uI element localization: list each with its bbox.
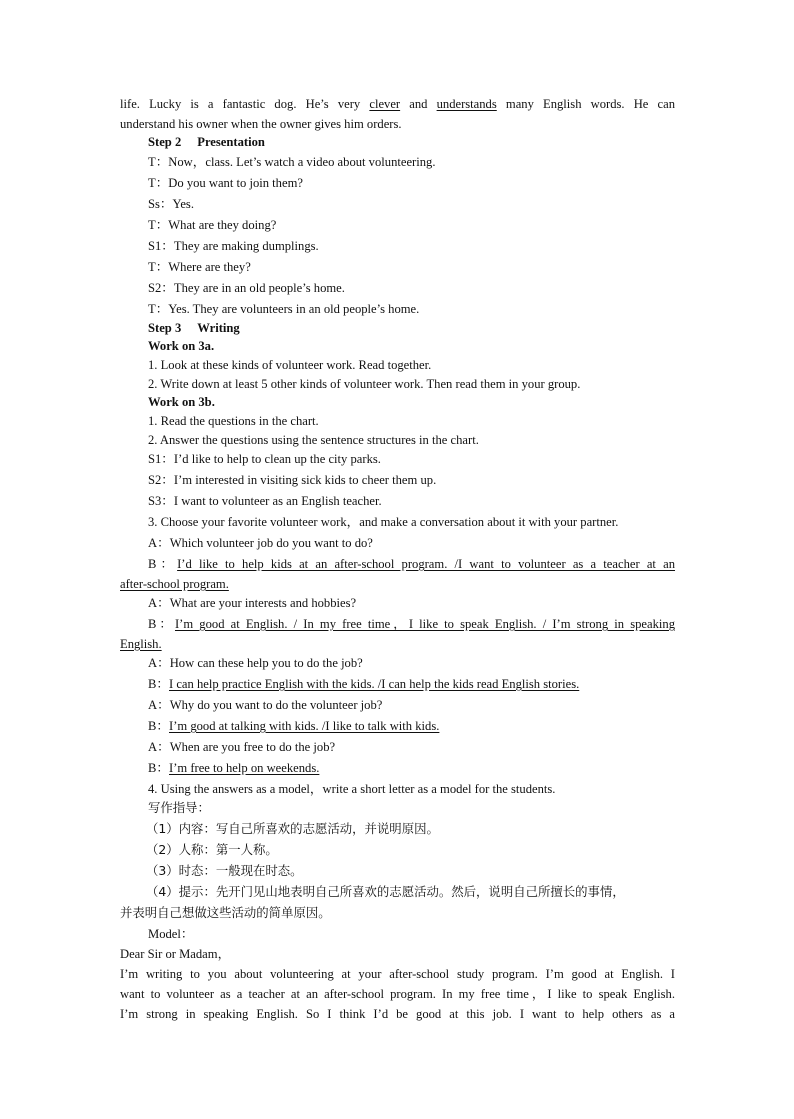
answer-text: I’m good at English. / In my free time，I like to speak English. / I’m strong in speaking xyxy=(174,617,675,631)
dialog-line: T：Now，class. Let’s watch a video about volunteering. xyxy=(148,155,436,169)
student-answer: S2：I’m interested in visiting sick kids to cheer them up. xyxy=(148,473,437,487)
intro-text: and xyxy=(400,97,437,111)
letter-line: I’m writing to you about volunteering at your after-school study program. I’m good at English. I xyxy=(120,967,675,981)
dialog-line: Ss：Yes. xyxy=(148,197,194,211)
answer-text: I’d like to help kids at an after-school program. /I want to volunteer as a teacher at an xyxy=(177,557,676,571)
conversation-question: A：When are you free to do the job? xyxy=(148,740,336,754)
instruction-item: 1. Read the questions in the chart. xyxy=(148,414,319,428)
dialog-line: T：Yes. They are volunteers in an old people’s home. xyxy=(148,302,420,316)
step3-title: Writing xyxy=(197,321,240,335)
answer-text: I’m good at talking with kids. /I like to talk with kids. xyxy=(169,719,440,733)
guide-point: （3）时态：一般现在时态。 xyxy=(146,863,303,878)
letter-line: want to volunteer as a teacher at an after-school program. In my free time，I like to speak English. xyxy=(120,987,675,1001)
student-answer: S1：I’d like to help to clean up the city parks. xyxy=(148,452,381,466)
answer-text: I can help practice English with the kids. /I can help the kids read English stories. xyxy=(169,677,580,691)
conversation-question: A：Why do you want to do the volunteer job? xyxy=(148,698,383,712)
intro-line-1 xyxy=(120,96,675,112)
intro-line-2: understand his owner when the owner gives him orders. xyxy=(120,117,402,131)
conversation-answer xyxy=(148,760,319,776)
conversation-answer-cont: English. xyxy=(120,637,162,651)
speaker-label: B： xyxy=(148,761,169,775)
conversation-question: A：Which volunteer job do you want to do? xyxy=(148,536,373,550)
work-3a-heading: Work on 3a. xyxy=(148,339,215,353)
instruction-item: 1. Look at these kinds of volunteer work. Read together. xyxy=(148,358,432,372)
answer-text: I’m free to help on weekends. xyxy=(169,761,320,775)
guide-point: （4）提示：先开门见山地表明自己所喜欢的志愿活动。然后，说明自己所擅长的事情， xyxy=(146,884,625,899)
conversation-question: A：How can these help you to do the job? xyxy=(148,656,363,670)
step2-title: Presentation xyxy=(197,135,265,149)
intro-text: life. Lucky is a fantastic dog. He’s very xyxy=(120,97,370,111)
conversation-answer xyxy=(148,556,675,572)
step3-heading xyxy=(148,320,240,336)
step2-heading xyxy=(148,134,265,150)
conversation-question: A：What are your interests and hobbies? xyxy=(148,596,357,610)
step3-number: Step 3 xyxy=(148,321,182,335)
speaker-label: B： xyxy=(148,719,169,733)
guide-point: （2）人称：第一人称。 xyxy=(146,842,278,857)
guide-point: （1）内容：写自己所喜欢的志愿活动，并说明原因。 xyxy=(146,821,439,836)
instruction-item: 2. Answer the questions using the sentence structures in the chart. xyxy=(148,433,479,447)
conversation-answer xyxy=(148,718,439,734)
conversation-answer xyxy=(148,616,675,632)
model-heading: Model： xyxy=(148,927,194,941)
student-answer: S3：I want to volunteer as an English teacher. xyxy=(148,494,382,508)
letter-salutation: Dear Sir or Madam， xyxy=(120,947,231,961)
dialog-line: T：Where are they? xyxy=(148,260,251,274)
guide-point-cont: 并表明自己想做这些活动的简单原因。 xyxy=(120,905,331,920)
conversation-answer-cont: after-school program. xyxy=(120,577,229,591)
instruction-item: 2. Write down at least 5 other kinds of volunteer work. Then read them in your group. xyxy=(148,377,581,391)
intro-text: many English words. He can xyxy=(496,97,676,111)
letter-line: I’m strong in speaking English. So I think I’d be good at this job. I want to help others as a xyxy=(120,1007,675,1021)
step2-number: Step 2 xyxy=(148,135,182,149)
underlined-word-understands: understands xyxy=(436,97,497,111)
instruction-item: 3. Choose your favorite volunteer work，and make a conversation about it with your partner. xyxy=(148,515,619,529)
dialog-line: S1：They are making dumplings. xyxy=(148,239,319,253)
guide-heading: 写作指导： xyxy=(148,800,210,815)
dialog-line: S2：They are in an old people’s home. xyxy=(148,281,345,295)
conversation-answer xyxy=(148,676,579,692)
speaker-label: B： xyxy=(148,677,169,691)
instruction-item: 4. Using the answers as a model，write a short letter as a model for the students. xyxy=(148,782,556,796)
dialog-line: T：Do you want to join them? xyxy=(148,176,303,190)
dialog-line: T：What are they doing? xyxy=(148,218,277,232)
work-3b-heading: Work on 3b. xyxy=(148,395,215,409)
speaker-label: B： xyxy=(148,617,175,631)
underlined-word-clever: clever xyxy=(369,97,401,111)
speaker-label: B： xyxy=(148,557,178,571)
